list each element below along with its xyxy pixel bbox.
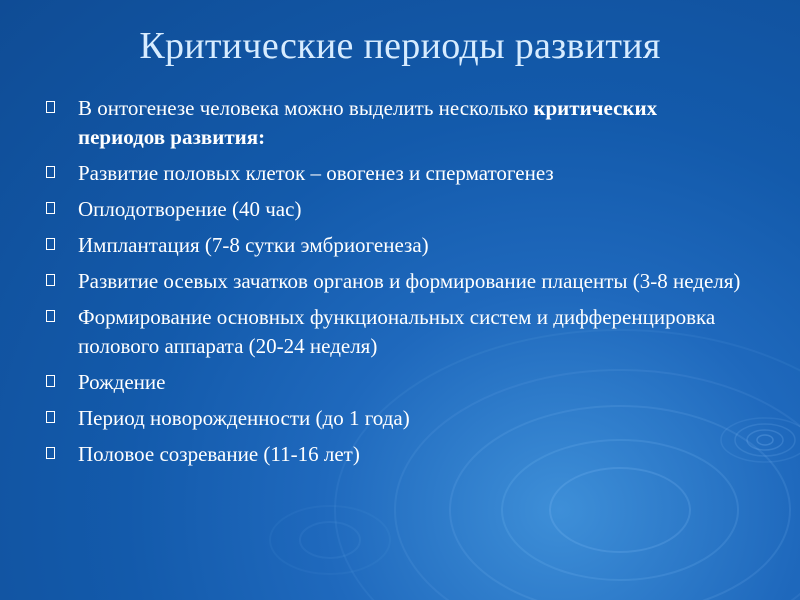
bullet-text: Период новорожденности (до 1 года) <box>78 406 410 430</box>
bullet-item-implantation <box>46 231 746 260</box>
slide-title: Критические периоды развития <box>139 25 661 67</box>
square-bullet-icon <box>46 166 55 178</box>
square-bullet-icon <box>46 447 55 459</box>
square-bullet-icon <box>46 274 55 286</box>
square-bullet-icon <box>46 310 55 322</box>
bullet-item-fertilization <box>46 195 746 224</box>
bullet-item-axial-rudiments <box>46 267 746 296</box>
square-bullet-icon <box>46 411 55 423</box>
bullet-text: Развитие половых клеток – овогенез и сперматогенез <box>78 161 554 185</box>
bullet-item-neonatal <box>46 404 746 433</box>
bullet-text: Оплодотворение (40 час) <box>78 197 302 221</box>
bullet-text: Рождение <box>78 370 166 394</box>
bullet-text: Развитие осевых зачатков органов и формирование плаценты (3-8 неделя) <box>78 269 741 293</box>
bullet-text: Половое созревание (11-16 лет) <box>78 442 360 466</box>
bullet-text: Имплантация (7-8 сутки эмбриогенеза) <box>78 233 429 257</box>
bullet-text: В онтогенезе человека можно выделить несколько <box>78 96 534 120</box>
square-bullet-icon <box>46 375 55 387</box>
bullet-item-puberty <box>46 440 746 469</box>
bullet-list <box>46 94 746 476</box>
square-bullet-icon <box>46 101 55 113</box>
bullet-item-ontogenesis <box>46 94 746 152</box>
bullet-text: Формирование основных функциональных систем и дифференцировка полового аппарата (20-24 неделя) <box>78 305 716 358</box>
bullet-item-birth <box>46 368 746 397</box>
square-bullet-icon <box>46 238 55 250</box>
bullet-item-functional-systems <box>46 303 746 361</box>
bullet-item-germ-cells <box>46 159 746 188</box>
bullet-bold-text: критических периодов развития: <box>78 96 658 149</box>
square-bullet-icon <box>46 202 55 214</box>
